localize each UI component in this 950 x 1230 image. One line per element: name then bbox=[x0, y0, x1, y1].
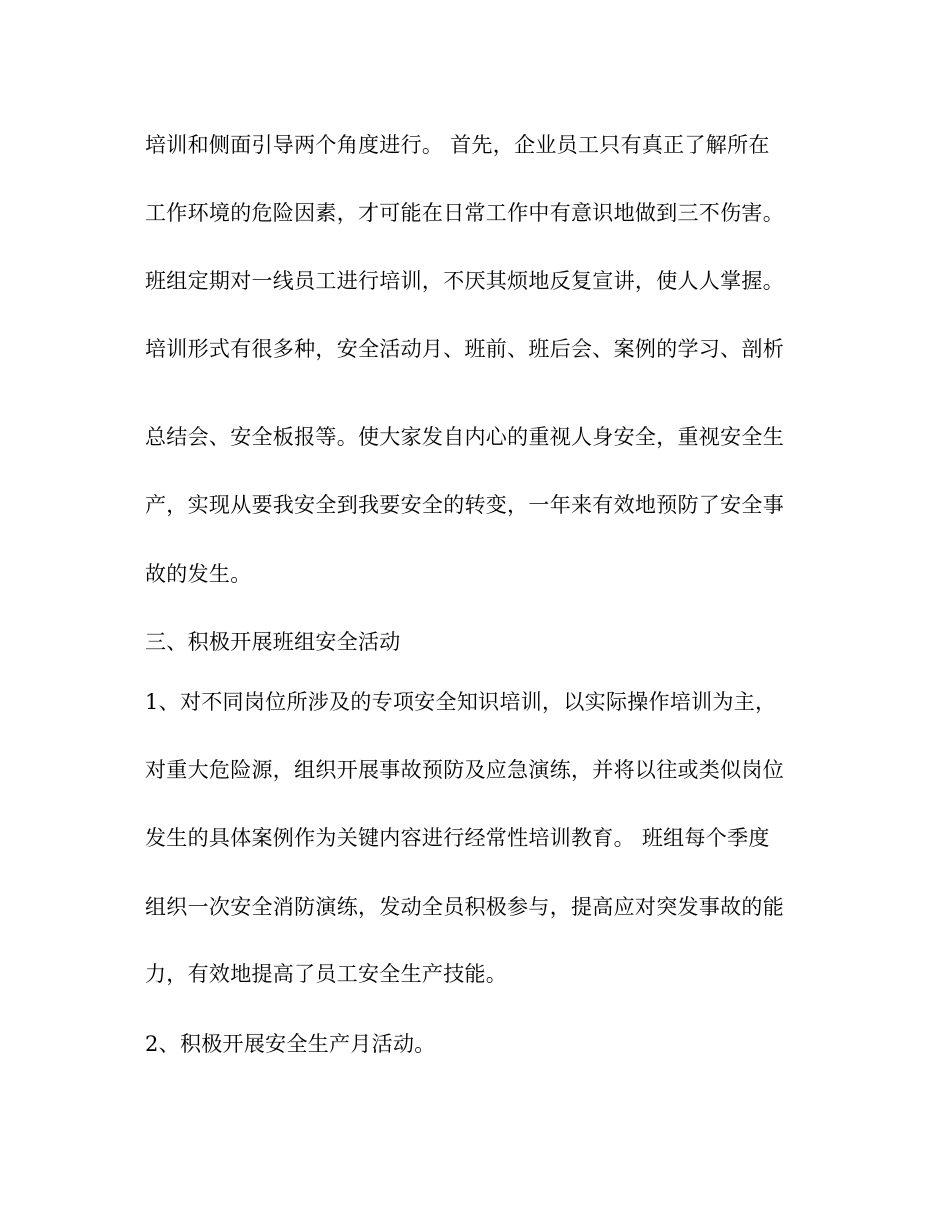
paragraph-line: 工作环境的危险因素，才可能在日常工作中有意识地做到三不伤害。 bbox=[145, 201, 784, 225]
paragraph-line: 组织一次安全消防演练，发动全员积极参与，提高应对突发事故的能 bbox=[145, 895, 784, 919]
paragraph-line: 总结会、安全板报等。使大家发自内心的重视人身安全，重视安全生 bbox=[145, 425, 784, 449]
list-item-line: 2、积极开展安全生产月活动。 bbox=[145, 1032, 436, 1056]
paragraph-line: 发生的具体案例作为关键内容进行经常性培训教育。 班组每个季度 bbox=[145, 826, 770, 850]
paragraph-line: 培训和侧面引导两个角度进行。 首先，企业员工只有真正了解所在 bbox=[145, 133, 770, 157]
section-heading: 三、积极开展班组安全活动 bbox=[145, 630, 401, 654]
paragraph-line: 对重大危险源，组织开展事故预防及应急演练，并将以往或类似岗位 bbox=[145, 758, 784, 782]
paragraph-line: 培训形式有很多种，安全活动月、班前、班后会、案例的学习、剖析 bbox=[145, 337, 784, 361]
paragraph-line: 力，有效地提高了员工安全生产技能。 bbox=[145, 962, 508, 986]
paragraph-line: 故的发生。 bbox=[145, 562, 252, 586]
paragraph-line: 班组定期对一线员工进行培训，不厌其烦地反复宣讲，使人人掌握。 bbox=[145, 269, 784, 293]
paragraph-line: 1、对不同岗位所涉及的专项安全知识培训，以实际操作培训为主， bbox=[145, 690, 777, 714]
paragraph-line: 产，实现从要我安全到我要安全的转变，一年来有效地预防了安全事 bbox=[145, 493, 784, 517]
